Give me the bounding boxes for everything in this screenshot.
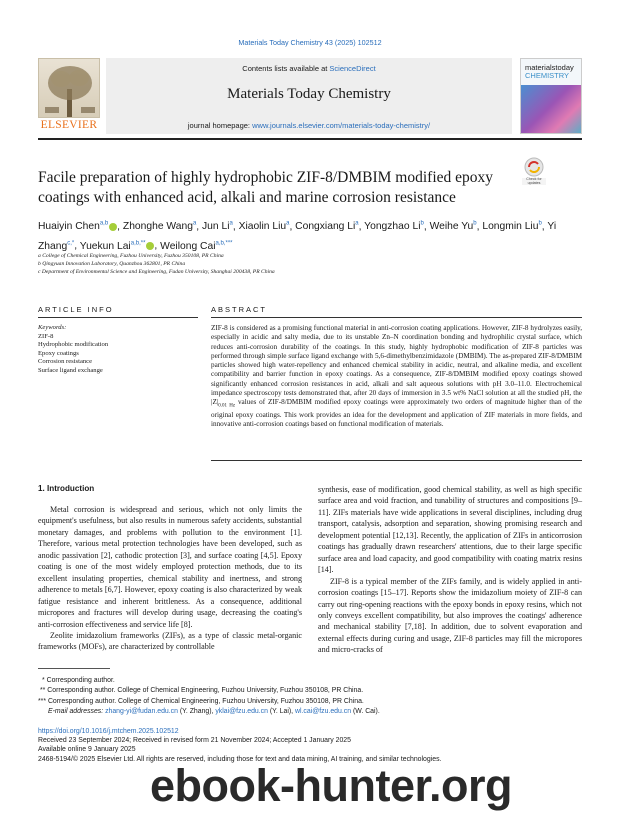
elsevier-tree-icon (38, 58, 100, 118)
elsevier-logo (38, 58, 100, 132)
article-info-heading: ARTICLE INFO (38, 305, 114, 314)
elsevier-wordmark: ELSEVIER (40, 119, 98, 131)
author[interactable]: Weihe Yu$^b$ (429, 221, 477, 233)
keyword: Epoxy coatings (38, 349, 79, 357)
orcid-icon[interactable] (146, 242, 154, 250)
author[interactable]: Congxiang Li$^a$ (295, 221, 359, 233)
author[interactable]: Yi Zhang$^{c,*}$ (38, 221, 557, 252)
author[interactable]: Yongzhao Li$^b$ (364, 221, 424, 233)
abstract-end-divider (211, 460, 582, 461)
keyword: Hydrophobic modification (38, 341, 109, 349)
affiliation-c: c Department of Environmental Science and Engineering, Fudan University, Shanghai 200438, PR China (38, 269, 275, 275)
footnotes (38, 676, 582, 718)
cover-image (521, 85, 582, 134)
author[interactable]: Longmin Liu$^b$ (482, 221, 542, 233)
header-divider (38, 138, 582, 140)
email-label: E-mail addresses: (48, 708, 106, 716)
journal-homepage (106, 121, 512, 130)
contents-prefix: Contents lists available at (242, 64, 330, 73)
doi-link[interactable]: https://doi.org/10.1016/j.mtchem.2025.102512 (38, 728, 179, 735)
keywords-block (38, 324, 198, 376)
keyword: Corrosion resistance (38, 358, 93, 366)
cover-title (525, 64, 574, 80)
abstract-divider (211, 317, 582, 318)
journal-name: Materials Today Chemistry (227, 86, 391, 102)
cover-line1: materialstoday (525, 63, 574, 72)
copyright: 2468-5194/© 2025 Elsevier Ltd. All rights are reserved, including those for text and data mining, AI training, and similar technologies. (38, 755, 442, 763)
info-divider (38, 317, 198, 318)
introduction-heading: 1. Introduction (38, 484, 95, 493)
orcid-icon[interactable] (109, 223, 117, 231)
journal-citation[interactable]: Materials Today Chemistry 43 (2025) 102512 (238, 38, 382, 47)
cover-line2: CHEMISTRY (525, 71, 570, 80)
abstract-heading: ABSTRACT (211, 305, 268, 314)
journal-cover (520, 58, 582, 134)
intro-right-column (318, 484, 582, 656)
affiliation-b: b Qingyuan Innovation Laboratory, Quanzhou 362801, PR China (38, 261, 186, 267)
paragraph: Zeolite imidazolium frameworks (ZIFs), as a type of classic metal-organic frameworks (MOFs), are characterized by controllable (38, 630, 302, 652)
email-link[interactable]: wl.cai@fzu.edu.cn (295, 708, 352, 716)
paragraph: synthesis, ease of modification, good chemical stability, as well as high specific surface area and void fraction, and tunability of structures and compositions [9–11]. ZIFs materials have wide applications in several disciplines, including drug transport, catalysis, adsorption and separation, showing promising research and development potential [12,13]. Recently, the application of ZIFs in anticorrosion coatings has gradually drawn researchers' attentions, due to their large specific surface area and load capacity, and good compatibility with coating matrix resins [14]. (318, 485, 582, 575)
footnote: ** Corresponding author. College of Chemical Engineering, Fuzhou University, Fuzhou 350108, PR China. (40, 687, 364, 695)
author[interactable]: Zhonghe Wang$^a$ (122, 221, 197, 233)
email-link[interactable]: yklai@fzu.edu.cn (215, 708, 268, 716)
check-for-updates-button[interactable] (521, 156, 547, 186)
author[interactable]: Huaiyin Chen$^{a,b}$ (38, 221, 117, 232)
intro-left-column (38, 504, 302, 653)
author-list: Huaiyin Chen$^{a,b}$ , Zhonghe Wang$^a$, Jun Li$^a$, Xiaolin Liu$^a$, Congxiang Li$^a$, Yongzhao Li$^b$, Weihe Yu$^b$, Longmin Liu$^b$, Yi Zhang$^{c,*}$, Yuekun Lai$^{a,b,**}$ , Weilong Cai$^{a,b,***}$ (38, 221, 557, 252)
affiliation-a: a College of Chemical Engineering, Fuzhou University, Fuzhou 350108, PR China (38, 253, 224, 259)
check-updates-label: Check for updates (526, 177, 542, 185)
keyword: Surface ligand exchange (38, 366, 103, 374)
author[interactable]: Yuekun Lai$^{a,b,**}$ (80, 241, 155, 252)
footnote-divider (38, 668, 110, 669)
paragraph: Metal corrosion is widespread and serious, which not only limits the equipment's usefulness, but also results in numerous safety accidents, substantial monetary damages, and problems with pollution to the environment [1]. Therefore, various metal protection technologies have been developed, such as anodic passivation [2], cathodic protection [3], and surface coating [4,5]. Epoxy coating is one of the most widely employed protection methods, due to its excellent insulating properties, chemical stability and inertness, and strong adherence to metals [6,7]. However, epoxy coating is also characterized by weak fatigue resistance and inherent brittleness. As a consequence, additional micropores and fractures will develop during usage, decreasing the coating's anti-corrosion effectiveness and service life [8]. (38, 505, 302, 629)
author[interactable]: Jun Li$^a$ (202, 221, 233, 233)
email-link[interactable]: zhang-yi@fudan.edu.cn (105, 708, 178, 716)
author[interactable]: Weilong Cai$^{a,b,***}$ (160, 240, 233, 252)
keywords-label: Keywords: (38, 324, 67, 331)
footnote: *** Corresponding author. College of Chemical Engineering, Fuzhou University, Fuzhou 350108, PR China. (38, 697, 364, 705)
abstract-text: ZIF-8 is considered as a promising functional material in anti-corrosion coating applications. However, ZIF-8 hydrolyzes easily, especially in acidic and salty media, due to its unstable Zn–N coordination bonding and hydrophilic crystal surface, which reduces anti-corrosion durability of the coatings. In this study, highly hydrophobic modification of ZIF-8 particles was performed through simple surface ligand exchange with 5,6-dimethylbenzimidazole (DMBIM). The as-prepared ZIF-8/DMBIM particles showed high water-repellency and enhanced chemical stability in acidic, neutral, and alkaline media, and excellent compatibility and barrier function in epoxy coatings. As a consequence, ZIF-8/DMBIM modified epoxy coatings showed significantly enhanced corrosion resistances in acid, alkali and salt aqueous solutions with pH 3.0–11.0. Electrochemical impedance spectroscopy tests demonstrated that, after 20 days of immersion in 3.5 wt% NaCl solution at all the studied pH, the $|Z|_{0.01 Hz}$ values of ZIF-8/DMBIM modified epoxy coatings were approximately two orders of magnitude higher than of the original epoxy coatings. This work provides an idea for the development and application of ZIF materials in more fields, and innovative anti-corrosion coatings based on functional modification of materials. (211, 324, 582, 428)
paper-title: Facile preparation of highly hydrophobic ZIF-8/DMBIM modified epoxy coatings with enhanced acid, alkali and marine corrosion resistance (38, 169, 494, 206)
footnote: * Corresponding author. (42, 677, 115, 684)
available-online: Available online 9 January 2025 (38, 746, 136, 754)
sciencedirect-link[interactable]: ScienceDirect (329, 64, 376, 73)
watermark: ebook-hunter.org (150, 760, 512, 811)
contents-line (106, 64, 512, 73)
received-dates: Received 23 September 2024; Received in revised form 21 November 2024; Accepted 1 January 2025 (38, 737, 351, 745)
homepage-prefix: journal homepage: (187, 121, 253, 130)
paragraph: ZIF-8 is a typical member of the ZIFs family, and is widely applied in anti-corrosion coatings [15–17]. Reports show the imidazolium moiety of ZIF-8 can carry out ring-opening reactions with the epoxy bonds in epoxy resins, which not only conveys excellent compatibility, but also improves the coatings' adherence and mechanical stability [7,18]. In addition, due to solvent evaporation and external effects during curing and usage, ZIF-8 particles may fill the micropores and micro-cracks of (318, 576, 582, 655)
author[interactable]: Xiaolin Liu$^a$ (238, 221, 290, 233)
publication-info (38, 727, 582, 764)
email-line: E-mail addresses: zhang-yi@fudan.edu.cn (Y. Zhang), yklai@fzu.edu.cn (Y. Lai), wl.cai@fzu.edu.cn (W. Cai). (48, 708, 380, 716)
keyword: ZIF-8 (38, 332, 54, 340)
homepage-link[interactable]: www.journals.elsevier.com/materials-today-chemistry/ (252, 121, 431, 130)
